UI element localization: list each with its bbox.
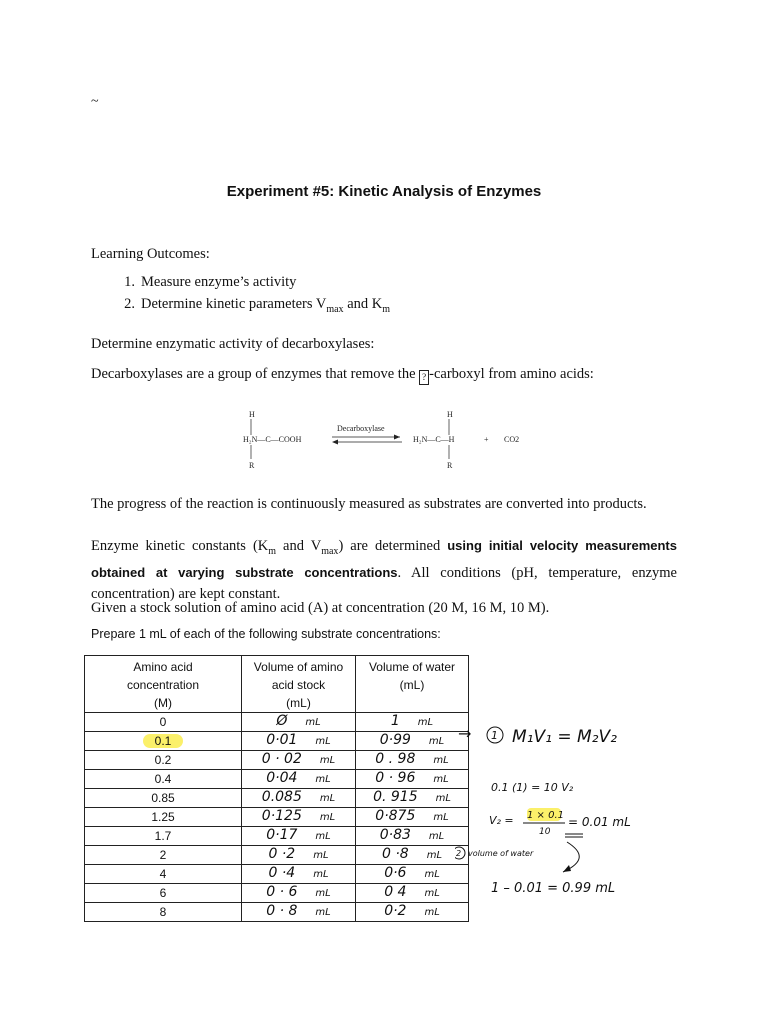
table-row: [85, 713, 469, 732]
scheme-right-h: H: [447, 410, 453, 419]
table-row: [85, 808, 469, 827]
stock-volume-cell: 0.085 mL: [242, 789, 356, 808]
concentration-cell: 0: [85, 713, 242, 732]
stock-volume-cell: 0 · 02 mL: [242, 751, 356, 770]
water-volume-cell: 0 · 96 mL: [356, 770, 469, 789]
stock-volume-cell: 0·04 mL: [242, 770, 356, 789]
stock-volume-cell: 0 · 8 mL: [242, 903, 356, 922]
table-row: [85, 751, 469, 770]
water-volume-cell: 0 . 98 mL: [356, 751, 469, 770]
outcome-item: 2. Determine kinetic parameters $V_{max}$ and $K_m$: [124, 296, 391, 315]
unknown-symbol-box: ?: [419, 370, 429, 385]
scheme-plus: +: [484, 435, 489, 444]
note-eq3: 1 – 0.01 = 0.99 mL: [491, 881, 616, 896]
outcome-item: 1. Measure enzyme’s activity: [124, 274, 297, 290]
decarboxylase-text: Decarboxylases are a group of enzymes that remove the ? -carboxyl from amino acids:: [91, 364, 594, 385]
note-eq2-right: = 0.01 mL: [568, 815, 631, 829]
concentration-cell: 1.25: [85, 808, 242, 827]
concentration-cell: 0.2: [85, 751, 242, 770]
table-row: [85, 827, 469, 846]
stock-volume-cell: 0·01 mL: [242, 732, 356, 751]
handwritten-notes: [455, 712, 655, 917]
table-row: [85, 789, 469, 808]
reaction-scheme: [240, 405, 540, 475]
learning-outcomes-heading: Learning Outcomes:: [91, 246, 210, 262]
water-volume-cell: 1 mL: [356, 713, 469, 732]
scheme-enzyme-label: Decarboxylase: [337, 424, 385, 433]
kinetics-text: Enzyme kinetic constants ($K_m$ and $V_{max}$) are determined using initial velocity measurements obtained at varying substrate concentrations. All conditions (pH, temperature, enzyme concentration) are kept constant.: [91, 538, 677, 602]
table-row: [85, 846, 469, 865]
note-eq1: 0.1 (1) = 10 V₂: [491, 781, 574, 794]
table-header-row: [85, 656, 469, 713]
substrate-table: [84, 655, 472, 922]
prepare-text: Prepare 1 mL of each of the following substrate concentrations:: [91, 627, 441, 641]
stock-volume-cell: 0·17 mL: [242, 827, 356, 846]
water-volume-cell: 0. 915 mL: [356, 789, 469, 808]
note-eq2-left: V₂ =: [489, 814, 514, 827]
scheme-right-r: R: [447, 461, 453, 470]
stock-volume-cell: 0 ·2 mL: [242, 846, 356, 865]
table-row: [85, 865, 469, 884]
given-text: Given a stock solution of amino acid (A) at concentration (20 M, 16 M, 10 M).: [91, 600, 550, 616]
stock-volume-cell: Ø mL: [242, 713, 356, 732]
progress-text: The progress of the reaction is continuously measured as substrates are converted into products.: [91, 496, 647, 512]
note-step1-num: 1: [491, 729, 498, 742]
table-row: [85, 884, 469, 903]
scheme-co2: CO2: [504, 435, 520, 444]
water-volume-cell: 0·6 mL: [356, 865, 469, 884]
section-heading: Determine enzymatic activity of decarboxylases:: [91, 336, 375, 352]
water-volume-cell: 0·875 mL: [356, 808, 469, 827]
scheme-right-group: H₂N—C—H: [413, 435, 455, 444]
water-volume-cell: 0 4 mL: [356, 884, 469, 903]
note-step2-label: volume of water: [468, 849, 534, 858]
note-eq2-num: 1 × 0.1: [527, 810, 565, 821]
note-step2-num: 2: [456, 849, 462, 858]
header-mark: ~: [91, 94, 99, 109]
note-eq2-den: 10: [539, 827, 551, 837]
scheme-left-h: H: [249, 410, 255, 419]
concentration-cell: 2: [85, 846, 242, 865]
water-volume-cell: 0 ·8 mL: [356, 846, 469, 865]
header-stock-volume: Volume of amino acid stock (mL): [242, 656, 356, 713]
stock-volume-cell: 0 · 6 mL: [242, 884, 356, 903]
concentration-cell: 6: [85, 884, 242, 903]
water-volume-cell: 0·83 mL: [356, 827, 469, 846]
water-volume-cell: 0·99 mL: [356, 732, 469, 751]
note-formula: M₁V₁ = M₂V₂: [512, 727, 617, 747]
header-water-volume: Volume of water (mL): [356, 656, 469, 713]
concentration-cell: 4: [85, 865, 242, 884]
stock-volume-cell: 0 ·4 mL: [242, 865, 356, 884]
scheme-left-group: H₂N—C—COOH: [243, 435, 302, 444]
learning-outcomes-list: [101, 271, 390, 321]
concentration-cell: 0.1: [85, 732, 242, 751]
stock-volume-cell: 0·125 mL: [242, 808, 356, 827]
header-concentration: Amino acid concentration (M): [85, 656, 242, 713]
water-volume-cell: 0·2 mL: [356, 903, 469, 922]
table-row: [85, 732, 469, 751]
scheme-left-r: R: [249, 461, 255, 470]
concentration-cell: 0.4: [85, 770, 242, 789]
page-title: Experiment #5: Kinetic Analysis of Enzymes: [226, 183, 542, 200]
concentration-cell: 0.85: [85, 789, 242, 808]
note-arrow: →: [458, 724, 472, 743]
table-row: [85, 903, 469, 922]
concentration-cell: 1.7: [85, 827, 242, 846]
concentration-cell: 8: [85, 903, 242, 922]
table-row: [85, 770, 469, 789]
